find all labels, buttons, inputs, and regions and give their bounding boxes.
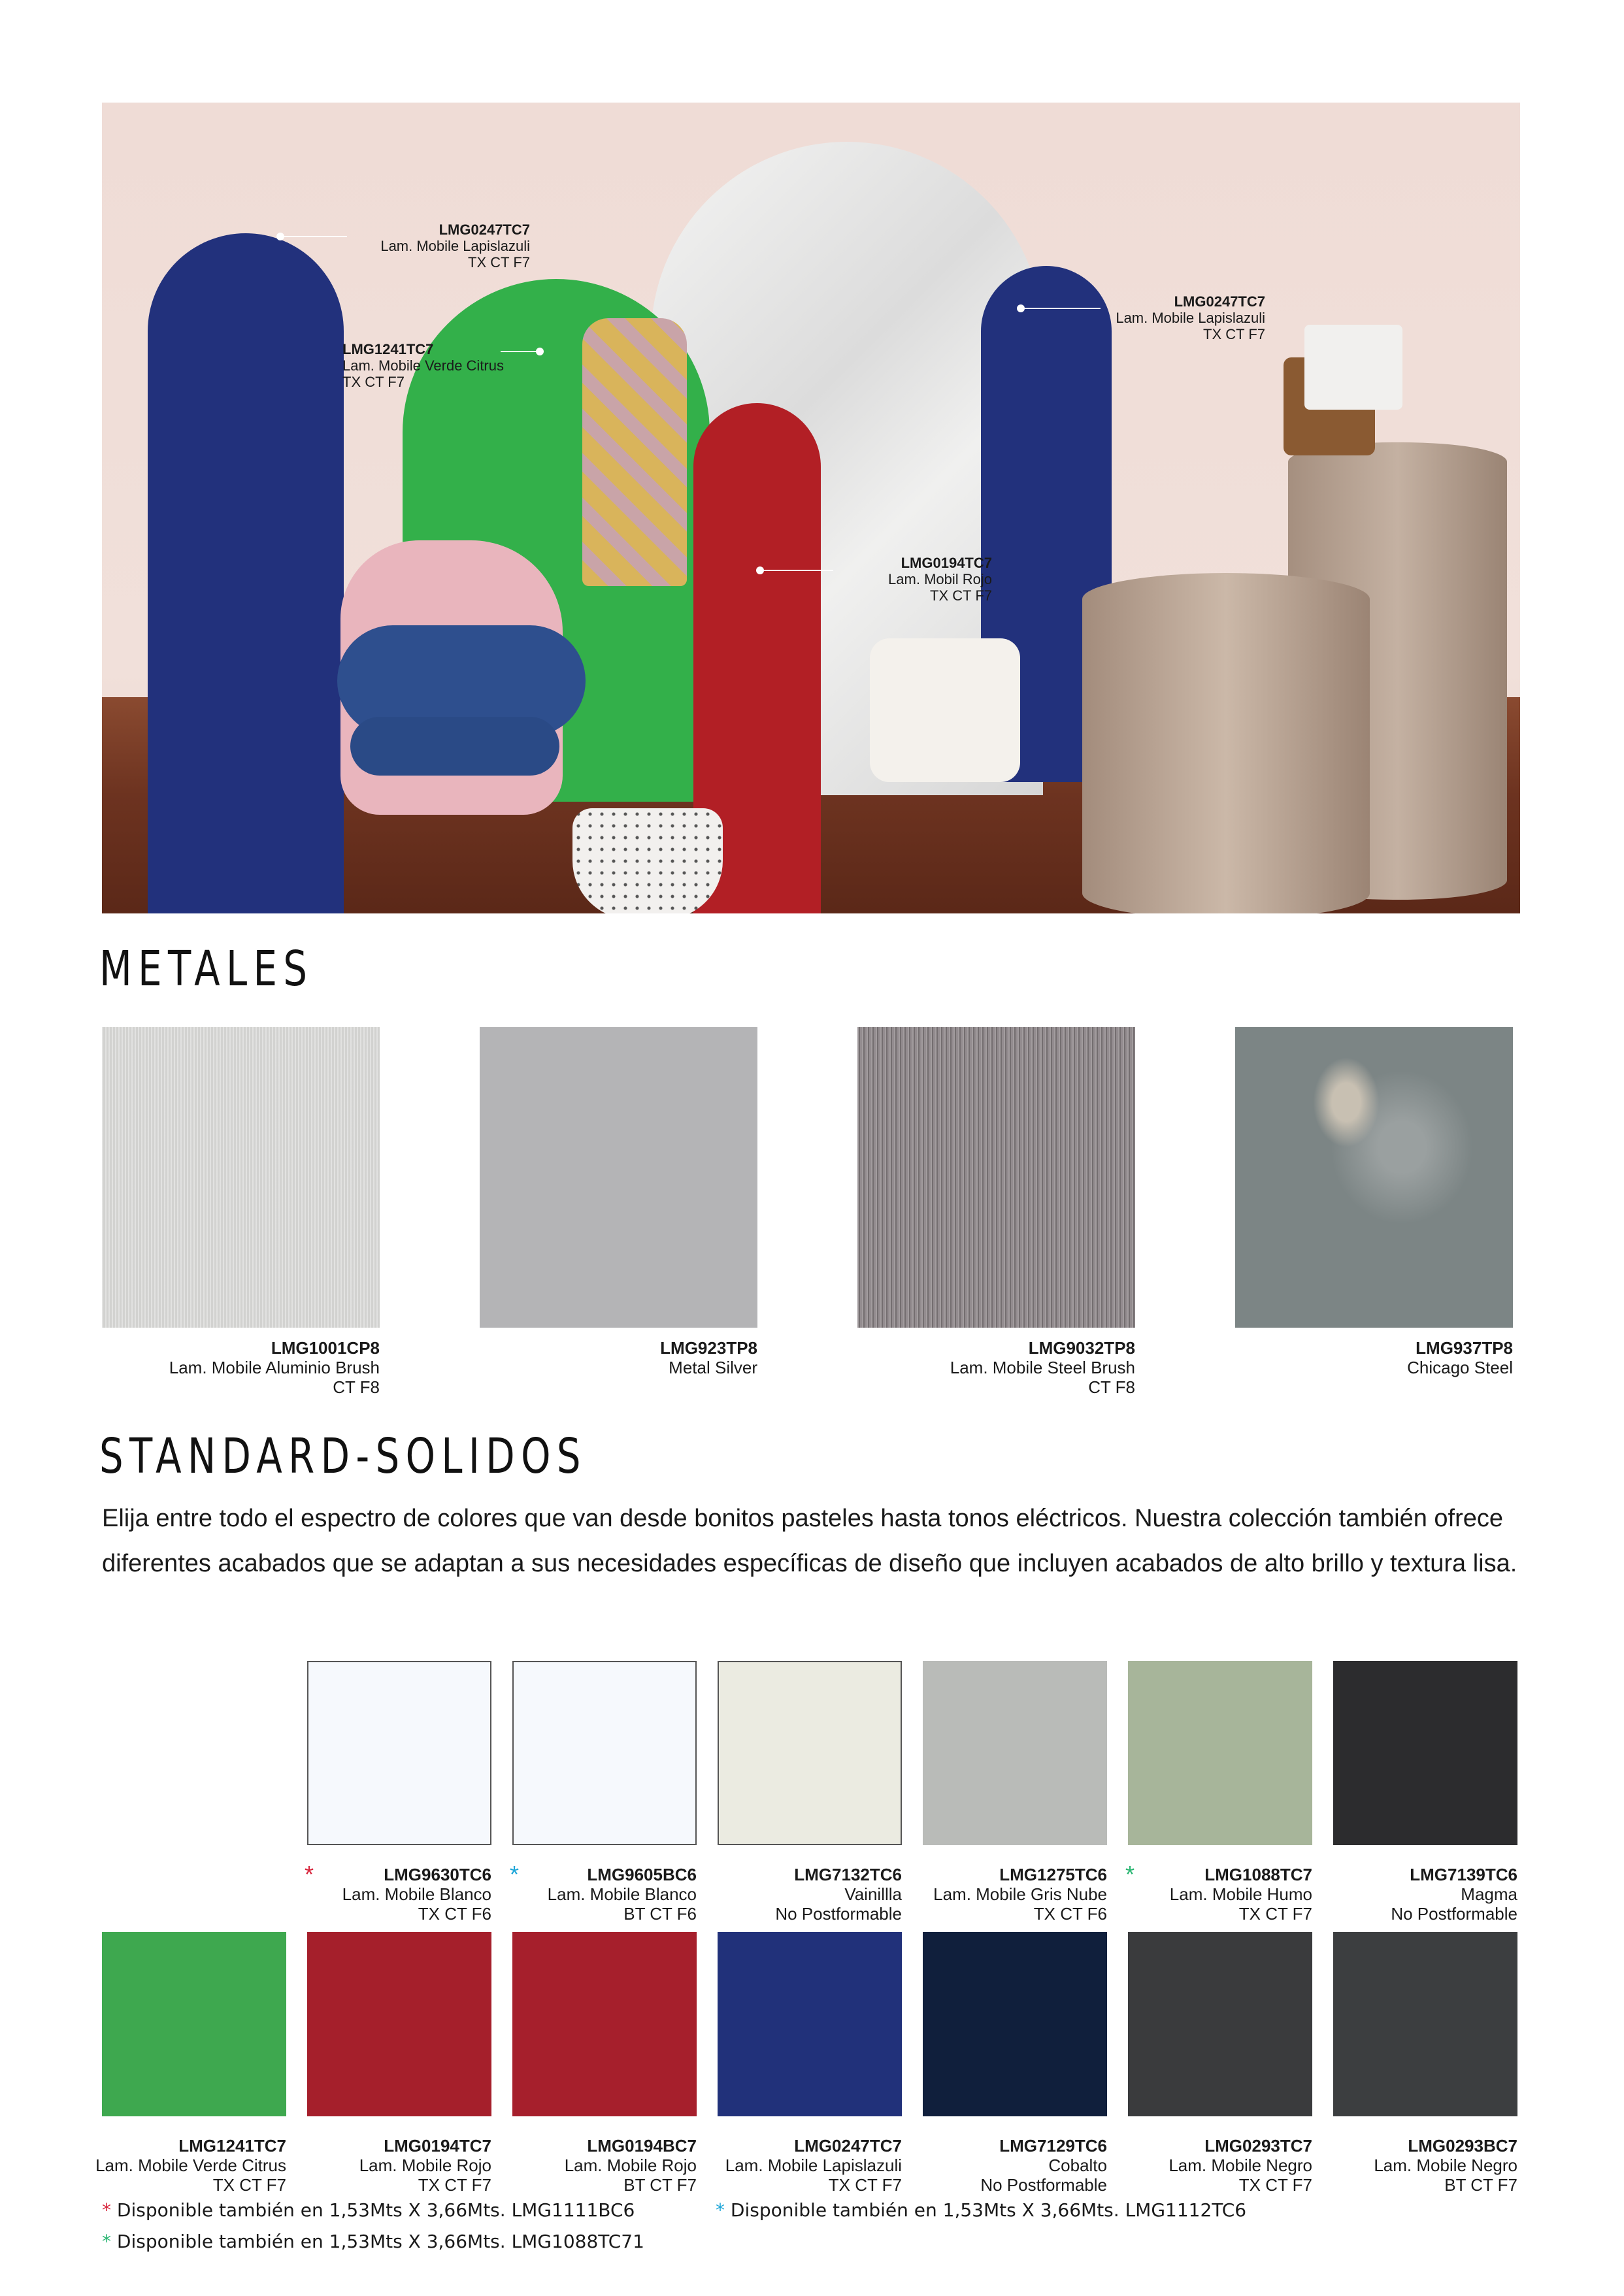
solid-swatch bbox=[102, 1932, 286, 2116]
metal-finish: CT F8 bbox=[1088, 1377, 1135, 1397]
solid-name: Lam. Mobile Lapislazuli bbox=[725, 2156, 902, 2175]
metal-code: LMG937TP8 bbox=[1416, 1338, 1513, 1358]
solid-swatch bbox=[512, 1932, 697, 2116]
solid-finish: TX CT F7 bbox=[828, 2175, 902, 2195]
solid-swatch bbox=[1333, 1932, 1517, 2116]
solid-swatch bbox=[307, 1661, 491, 1845]
solid-finish: TX CT F6 bbox=[418, 1904, 491, 1924]
solid-code: LMG7132TC6 bbox=[794, 1865, 902, 1884]
footnote-text: Disponible también en 1,53Mts X 3,66Mts. LMG1112TC6 bbox=[730, 2199, 1247, 2221]
metal-name: Lam. Mobile Aluminio Brush bbox=[169, 1358, 380, 1377]
footnote-text: Disponible también en 1,53Mts X 3,66Mts. LMG1111BC6 bbox=[116, 2199, 635, 2221]
solid-code: LMG7129TC6 bbox=[999, 2136, 1107, 2156]
callout-name: Lam. Mobile Lapislazuli bbox=[380, 238, 530, 254]
footnote-text: Disponible también en 1,53Mts X 3,66Mts. LMG1088TC71 bbox=[116, 2231, 644, 2252]
metal-swatch bbox=[857, 1027, 1135, 1328]
hero-photo bbox=[102, 103, 1520, 913]
callout-lapislazuli-left bbox=[334, 221, 530, 271]
callout-name: Lam. Mobile Verde Citrus bbox=[342, 357, 504, 374]
solid-name: Lam. Mobile Negro bbox=[1374, 2156, 1517, 2175]
solid-name: Lam. Mobile Blanco bbox=[342, 1884, 491, 1904]
solid-name: Lam. Mobile Rojo bbox=[564, 2156, 697, 2175]
callout-name: Lam. Mobil Rojo bbox=[888, 571, 992, 587]
callout-code: LMG0247TC7 bbox=[439, 221, 530, 238]
solid-name: Lam. Mobile Humo bbox=[1169, 1884, 1312, 1904]
footnote bbox=[102, 2199, 635, 2221]
blue-arch-left bbox=[148, 233, 344, 913]
footnote bbox=[102, 2231, 644, 2252]
solid-name: Lam. Mobile Negro bbox=[1168, 2156, 1312, 2175]
availability-star: * bbox=[510, 1861, 520, 1888]
solid-name: Vainillla bbox=[844, 1884, 902, 1904]
callout-finish: TX CT F7 bbox=[342, 374, 405, 390]
callout-code: LMG1241TC7 bbox=[342, 341, 434, 357]
solid-code: LMG0194BC7 bbox=[587, 2136, 697, 2156]
solid-code: LMG9605BC6 bbox=[587, 1865, 697, 1884]
availability-star: * bbox=[305, 1861, 314, 1888]
solid-finish: BT CT F6 bbox=[623, 1904, 697, 1924]
section-title-metales: METALES bbox=[99, 941, 314, 997]
solid-caption bbox=[691, 1865, 902, 1924]
solid-finish: BT CT F7 bbox=[623, 2175, 697, 2195]
section-title-solidos: STANDARD-SOLIDOS bbox=[99, 1428, 587, 1484]
solid-code: LMG9630TC6 bbox=[384, 1865, 491, 1884]
metal-caption bbox=[857, 1338, 1135, 1397]
solid-swatch bbox=[1128, 1661, 1312, 1845]
solid-code: LMG1088TC7 bbox=[1204, 1865, 1312, 1884]
metal-swatch bbox=[480, 1027, 757, 1328]
solid-caption bbox=[897, 1865, 1107, 1924]
solid-swatch bbox=[307, 1932, 491, 2116]
solid-name: Lam. Mobile Rojo bbox=[359, 2156, 491, 2175]
solid-finish: TX CT F7 bbox=[1238, 1904, 1312, 1924]
metal-caption bbox=[480, 1338, 757, 1377]
solid-finish: TX CT F6 bbox=[1033, 1904, 1107, 1924]
metal-code: LMG1001CP8 bbox=[271, 1338, 380, 1358]
callout-finish: TX CT F7 bbox=[468, 254, 530, 271]
solid-finish: BT CT F7 bbox=[1444, 2175, 1517, 2195]
solid-swatch bbox=[923, 1661, 1107, 1845]
metal-swatch bbox=[102, 1027, 380, 1328]
callout-lapislazuli-right bbox=[1056, 293, 1265, 342]
solid-swatch bbox=[1128, 1932, 1312, 2116]
woven-bag bbox=[1304, 325, 1402, 410]
solid-caption bbox=[76, 2136, 286, 2195]
solid-code: LMG1241TC7 bbox=[178, 2136, 286, 2156]
solid-finish: No Postformable bbox=[1391, 1904, 1517, 1924]
solid-finish: TX CT F7 bbox=[418, 2175, 491, 2195]
metal-name: Metal Silver bbox=[669, 1358, 757, 1377]
solid-swatch bbox=[923, 1932, 1107, 2116]
terrazzo-planter bbox=[572, 808, 723, 913]
metal-caption bbox=[1235, 1338, 1513, 1377]
callout-code: LMG0247TC7 bbox=[1174, 293, 1265, 310]
footnote bbox=[716, 2199, 1246, 2221]
footnote-star: * bbox=[102, 2199, 111, 2221]
solid-caption bbox=[1307, 2136, 1517, 2195]
footnote-star: * bbox=[716, 2199, 725, 2221]
solid-finish: No Postformable bbox=[980, 2175, 1107, 2195]
solid-caption bbox=[1102, 2136, 1312, 2195]
solid-finish: No Postformable bbox=[775, 1904, 902, 1924]
wood-pedestal-short bbox=[1082, 573, 1370, 913]
solid-name: Lam. Mobile Gris Nube bbox=[933, 1884, 1107, 1904]
solid-code: LMG0293TC7 bbox=[1204, 2136, 1312, 2156]
solid-name: Lam. Mobile Blanco bbox=[547, 1884, 697, 1904]
solid-finish: TX CT F7 bbox=[212, 2175, 286, 2195]
solid-caption bbox=[486, 2136, 697, 2195]
metal-code: LMG9032TP8 bbox=[1028, 1338, 1135, 1358]
solid-caption bbox=[691, 2136, 902, 2195]
metal-caption bbox=[102, 1338, 380, 1397]
metal-finish: CT F8 bbox=[333, 1377, 380, 1397]
dress bbox=[582, 318, 687, 586]
callout-name: Lam. Mobile Lapislazuli bbox=[1116, 310, 1265, 326]
solid-name: Magma bbox=[1461, 1884, 1517, 1904]
solid-caption bbox=[897, 2136, 1107, 2195]
footnote-star: * bbox=[102, 2231, 111, 2252]
solid-name: Cobalto bbox=[1048, 2156, 1107, 2175]
callout-code: LMG0194TC7 bbox=[901, 555, 992, 571]
chair-seat bbox=[350, 717, 559, 776]
face-pillow bbox=[870, 638, 1020, 782]
solid-code: LMG0293BC7 bbox=[1408, 2136, 1517, 2156]
solid-swatch bbox=[718, 1932, 902, 2116]
callout-finish: TX CT F7 bbox=[1203, 326, 1265, 342]
solid-code: LMG0194TC7 bbox=[384, 2136, 491, 2156]
solid-swatch bbox=[512, 1661, 697, 1845]
metal-code: LMG923TP8 bbox=[660, 1338, 757, 1358]
callout-finish: TX CT F7 bbox=[930, 587, 992, 604]
solid-caption bbox=[281, 2136, 491, 2195]
solid-code: LMG0247TC7 bbox=[794, 2136, 902, 2156]
solid-caption bbox=[1307, 1865, 1517, 1924]
solid-swatch bbox=[718, 1661, 902, 1845]
solid-name: Lam. Mobile Verde Citrus bbox=[95, 2156, 286, 2175]
metal-name: Chicago Steel bbox=[1407, 1358, 1513, 1377]
intro-paragraph: Elija entre todo el espectro de colores que van desde bonitos pasteles hasta tonos eléctricos. Nuestra colección también ofrece diferentes acabados que se adaptan a sus necesidades específicas de diseño que incluyen acabados de alto brillo y textura lisa. bbox=[102, 1505, 1517, 1577]
callout-verde-citrus bbox=[342, 341, 552, 390]
metal-swatch bbox=[1235, 1027, 1513, 1328]
callout-rojo bbox=[821, 555, 992, 604]
metal-name: Lam. Mobile Steel Brush bbox=[950, 1358, 1135, 1377]
solid-code: LMG7139TC6 bbox=[1410, 1865, 1517, 1884]
solid-swatch bbox=[1333, 1661, 1517, 1845]
solid-finish: TX CT F7 bbox=[1238, 2175, 1312, 2195]
availability-star: * bbox=[1125, 1861, 1135, 1888]
solid-code: LMG1275TC6 bbox=[999, 1865, 1107, 1884]
